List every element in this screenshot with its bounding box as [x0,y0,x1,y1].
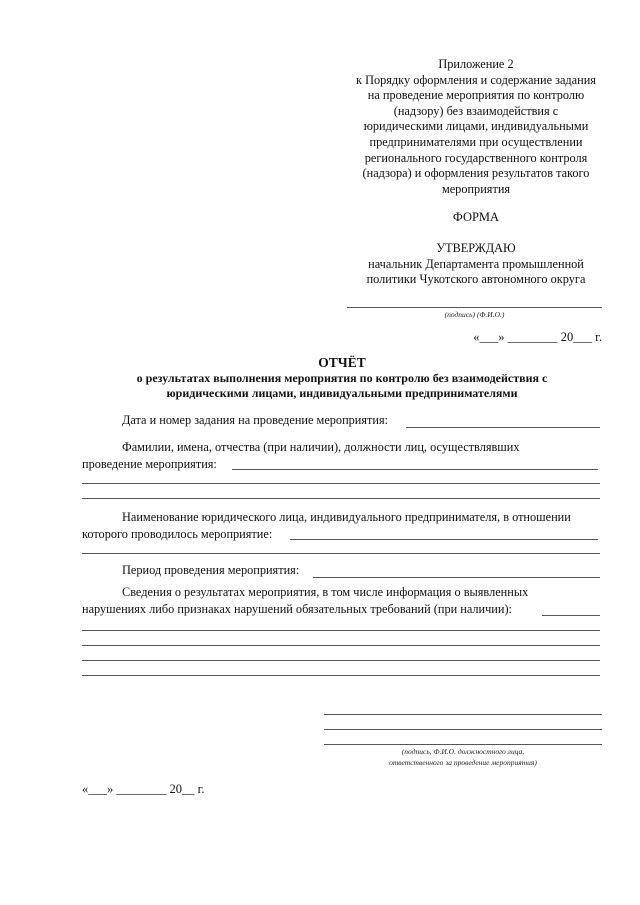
official-signature-line[interactable] [324,729,602,730]
approval-date: «___» ________ 20___ г. [473,330,602,344]
officials-fill-line[interactable] [82,483,600,484]
officials-paragraph [82,437,602,457]
results-fill-line[interactable] [82,630,600,631]
officials-label-line1: Фамилии, имена, отчества (при наличии), должности лиц, осуществлявших [122,440,520,454]
form-label: ФОРМА [452,210,500,224]
appendix-line: к Порядку оформления и содержание задания [356,72,596,87]
official-signature-caption [324,747,602,768]
report-title: ОТЧЁТ [318,355,366,370]
appendix-line: юридическими лицами, индивидуальными [363,119,589,134]
appendix-line: предпринимателями при осуществлении [369,134,583,149]
period-label: Период проведения мероприятия: [122,563,300,577]
results-fill-line[interactable] [82,645,600,646]
appendix-line: мероприятия [441,181,511,196]
approval-signature-line[interactable] [347,307,602,308]
entity-fill-line[interactable] [290,539,598,540]
results-fill-line[interactable] [82,660,600,661]
officials-fill-line[interactable] [232,469,598,470]
approval-heading: УТВЕРЖДАЮ [436,241,516,255]
official-signature-caption-line: (подпись, Ф.И.О. должностного лица, [401,747,525,756]
entity-paragraph [82,507,602,527]
entity-fill-line[interactable] [82,553,600,554]
report-subtitle: о результатах выполнения мероприятия по контролю без взаимодействия с [136,371,548,385]
report-title-block [82,354,602,400]
appendix-title: Приложение 2 [438,57,514,71]
approval-signature-caption: (подпись) (Ф.И.О.) [444,310,505,319]
appendix-line: (надзору) без взаимодействия с [393,103,559,118]
approval-line: политики Чукотского автономного округа [366,272,586,287]
results-paragraph [82,582,602,602]
officials-fill-line[interactable] [82,498,600,499]
entity-label-line2: которого проводилось мероприятие: [82,527,273,541]
approval-line: начальник Департамента промышленной [368,256,584,271]
results-label-line1: Сведения о результатах мероприятия, в том числе информация о выявленных [122,585,529,599]
official-signature-caption-line: ответственного за проведение мероприятия) [389,757,537,767]
results-fill-line[interactable] [82,675,600,676]
results-label-line2: нарушениях либо признаках нарушений обязательных требований (при наличии): [82,602,512,616]
results-fill-line[interactable] [542,615,600,616]
appendix-block [335,57,617,197]
appendix-line: на проведение мероприятия по контролю [367,88,585,103]
official-signature-line[interactable] [324,744,602,745]
entity-label-line1: Наименование юридического лица, индивидуального предпринимателя, в отношении [122,510,571,524]
task-date-label: Дата и номер задания на проведение мероприятия: [122,413,389,427]
official-signature-line[interactable] [324,714,602,715]
officials-label-line2: проведение мероприятия: [82,457,217,471]
appendix-line: (надзора) и оформления результатов такого [362,166,590,181]
task-date-fill-line[interactable] [406,427,600,428]
appendix-line: регионального государственного контроля [364,150,588,165]
period-fill-line[interactable] [313,577,600,578]
report-date: «___» ________ 20__ г. [82,782,205,796]
report-subtitle: юридическими лицами, индивидуальными предпринимателями [166,385,518,400]
approval-block [335,241,617,288]
